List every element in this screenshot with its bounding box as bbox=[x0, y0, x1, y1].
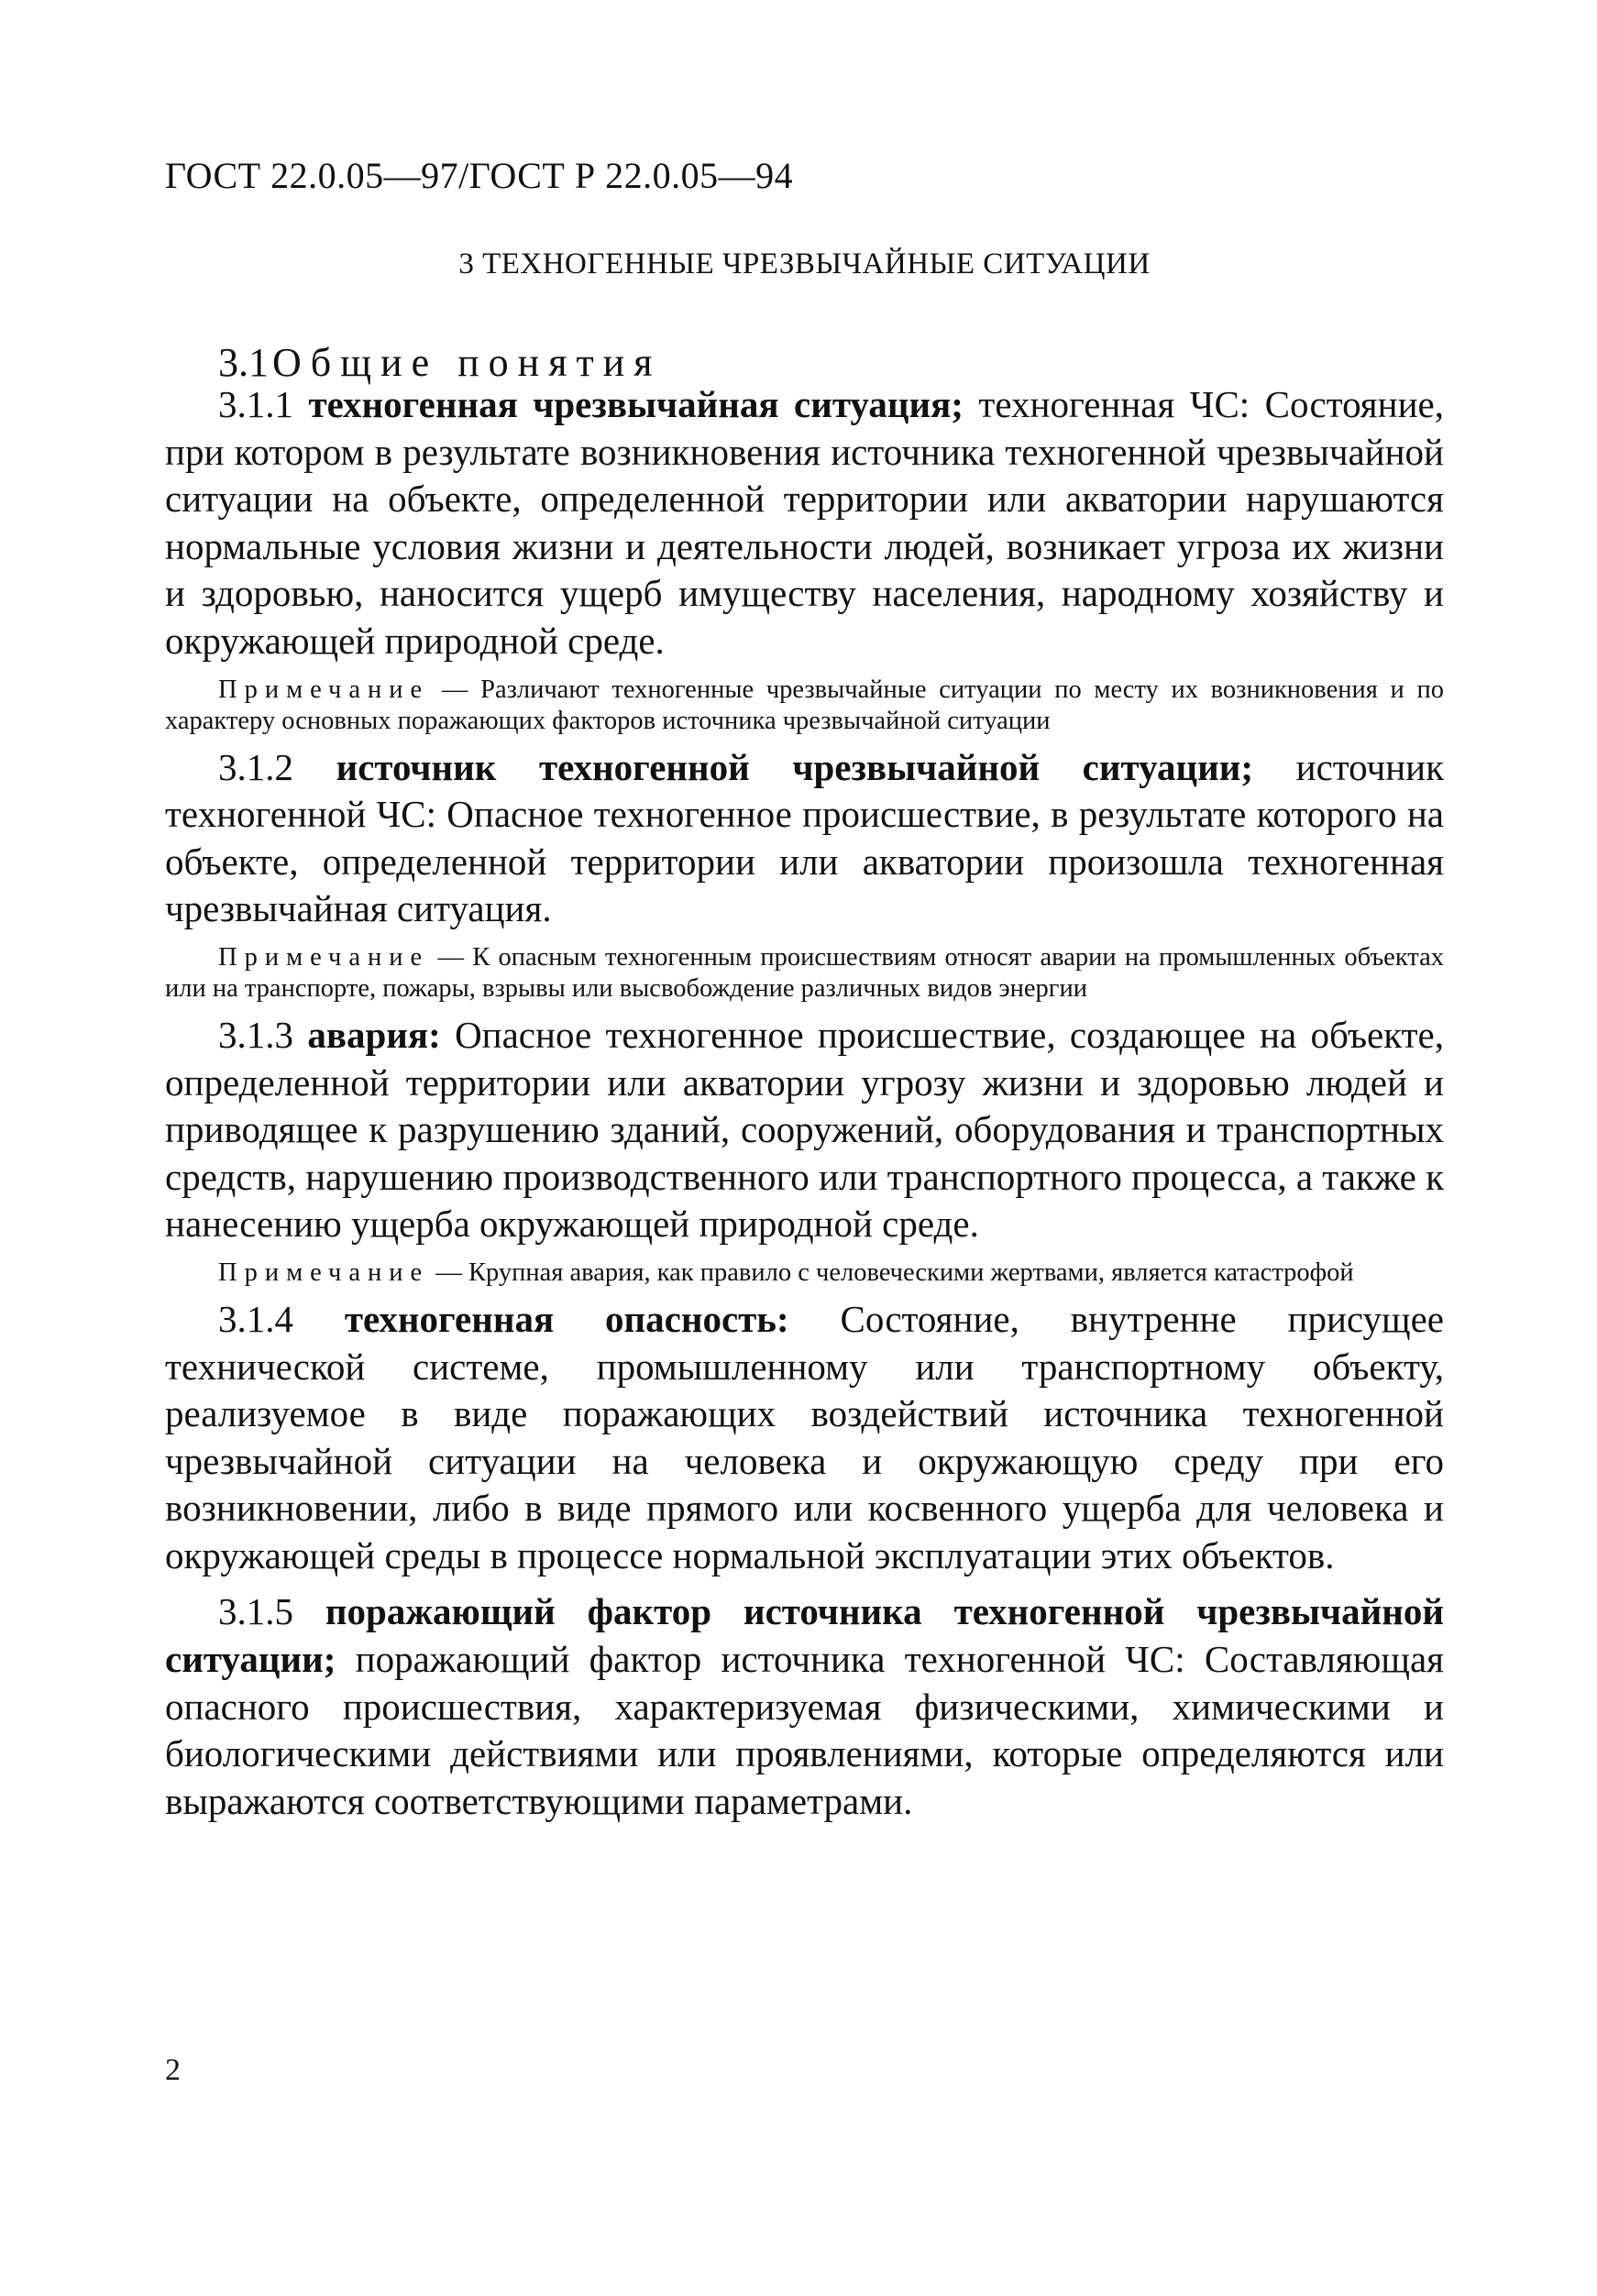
document-header: ГОСТ 22.0.05—97/ГОСТ Р 22.0.05—94 bbox=[165, 155, 794, 196]
term-entry-3-1-2 bbox=[165, 744, 1444, 933]
note-label: Примечание bbox=[218, 1258, 430, 1287]
term-entry-3-1-1 bbox=[165, 381, 1444, 665]
note-3-1-3 bbox=[165, 1258, 1444, 1289]
section-title: 3 ТЕХНОГЕННЫЕ ЧРЕЗВЫЧАЙНЫЕ СИТУАЦИИ bbox=[458, 247, 1151, 280]
note-3-1-2 bbox=[165, 942, 1444, 1005]
term-name: техногенная чрезвычайная ситуация; bbox=[308, 383, 964, 425]
term-number: 3.1.1 bbox=[218, 383, 293, 425]
term-definition: Опасное техногенное происшествие, создающее на объекте, определенной территории или акватории угрозу жизни и здоровью людей и приводящее к разрушению зданий, сооружений, оборудования и транспортных средств, нарушению производственного или транспортного процесса, а также к нанесению ущерба окружающей природной среде. bbox=[165, 1013, 1445, 1246]
note-label: Примечание bbox=[218, 675, 430, 704]
document-body bbox=[165, 381, 1444, 1825]
term-name: техногенная опасность: bbox=[344, 1297, 789, 1340]
term-name: авария: bbox=[307, 1013, 441, 1056]
subsection-heading: Общие понятия bbox=[272, 340, 662, 385]
page-number: 2 bbox=[165, 2053, 181, 2087]
term-definition: поражающий фактор источника техногенной ЧС: Составляющая опасного происшествия, характеризуемая физическими, химическими и биологическими действиями или проявлениями, которые определяются или выражаются соответствующими параметрами. bbox=[165, 1638, 1444, 1822]
term-name: источник техногенной чрезвычайной ситуации; bbox=[336, 745, 1254, 788]
note-text: — Крупная авария, как правило с человеческими жертвами, является катастрофой bbox=[435, 1258, 1354, 1287]
note-text: — Различают техногенные чрезвычайные ситуации по месту их возникновения и по характеру основных поражающих факторов источника чрезвычайной ситуации bbox=[165, 675, 1444, 735]
term-entry-3-1-3 bbox=[165, 1012, 1444, 1248]
term-definition: техногенная ЧС: Состояние, при котором в результате возникновения источника техногенной чрезвычайной ситуации на объекте, определенной территории или акватории нарушаются нормальные условия жизни и деятельности людей, возникает угроза их жизни и здоровью, наносится ущерб имуществу населения, народному хозяйству и окружающей природной среде. bbox=[165, 383, 1444, 662]
term-name: поражающий фактор источника техногенной чрезвычайной ситуации; bbox=[165, 1590, 1445, 1681]
term-definition: источник техногенной ЧС: Опасное техногенное происшествие, в результате которого на объекте, определенной территории или акватории произошла техногенная чрезвычайная ситуация. bbox=[165, 745, 1445, 930]
term-number: 3.1.2 bbox=[218, 745, 293, 788]
term-number: 3.1.4 bbox=[218, 1297, 293, 1340]
term-definition: Состояние, внутренне присущее технической системе, промышленному или транспортному объекту, реализуемое в виде поражающих воздействий источника техногенной чрезвычайной ситуации на человека и окружающую среду при его возникновении, либо в виде прямого или косвенного ущерба для человека и окружающей среды в процессе нормальной эксплуатации этих объектов. bbox=[165, 1297, 1445, 1576]
term-number: 3.1.5 bbox=[218, 1590, 293, 1633]
note-3-1-1 bbox=[165, 675, 1444, 737]
subsection-title bbox=[218, 339, 661, 386]
term-number: 3.1.3 bbox=[218, 1013, 293, 1056]
term-entry-3-1-4 bbox=[165, 1296, 1444, 1580]
note-text: — К опасным техногенным происшествиям относят аварии на промышленных объектах или на транспорте, пожары, взрывы или высвобождение различных видов энергии bbox=[165, 942, 1444, 1003]
subsection-number: 3.1 bbox=[218, 340, 269, 385]
note-label: Примечание bbox=[218, 942, 430, 972]
term-entry-3-1-5 bbox=[165, 1588, 1444, 1825]
